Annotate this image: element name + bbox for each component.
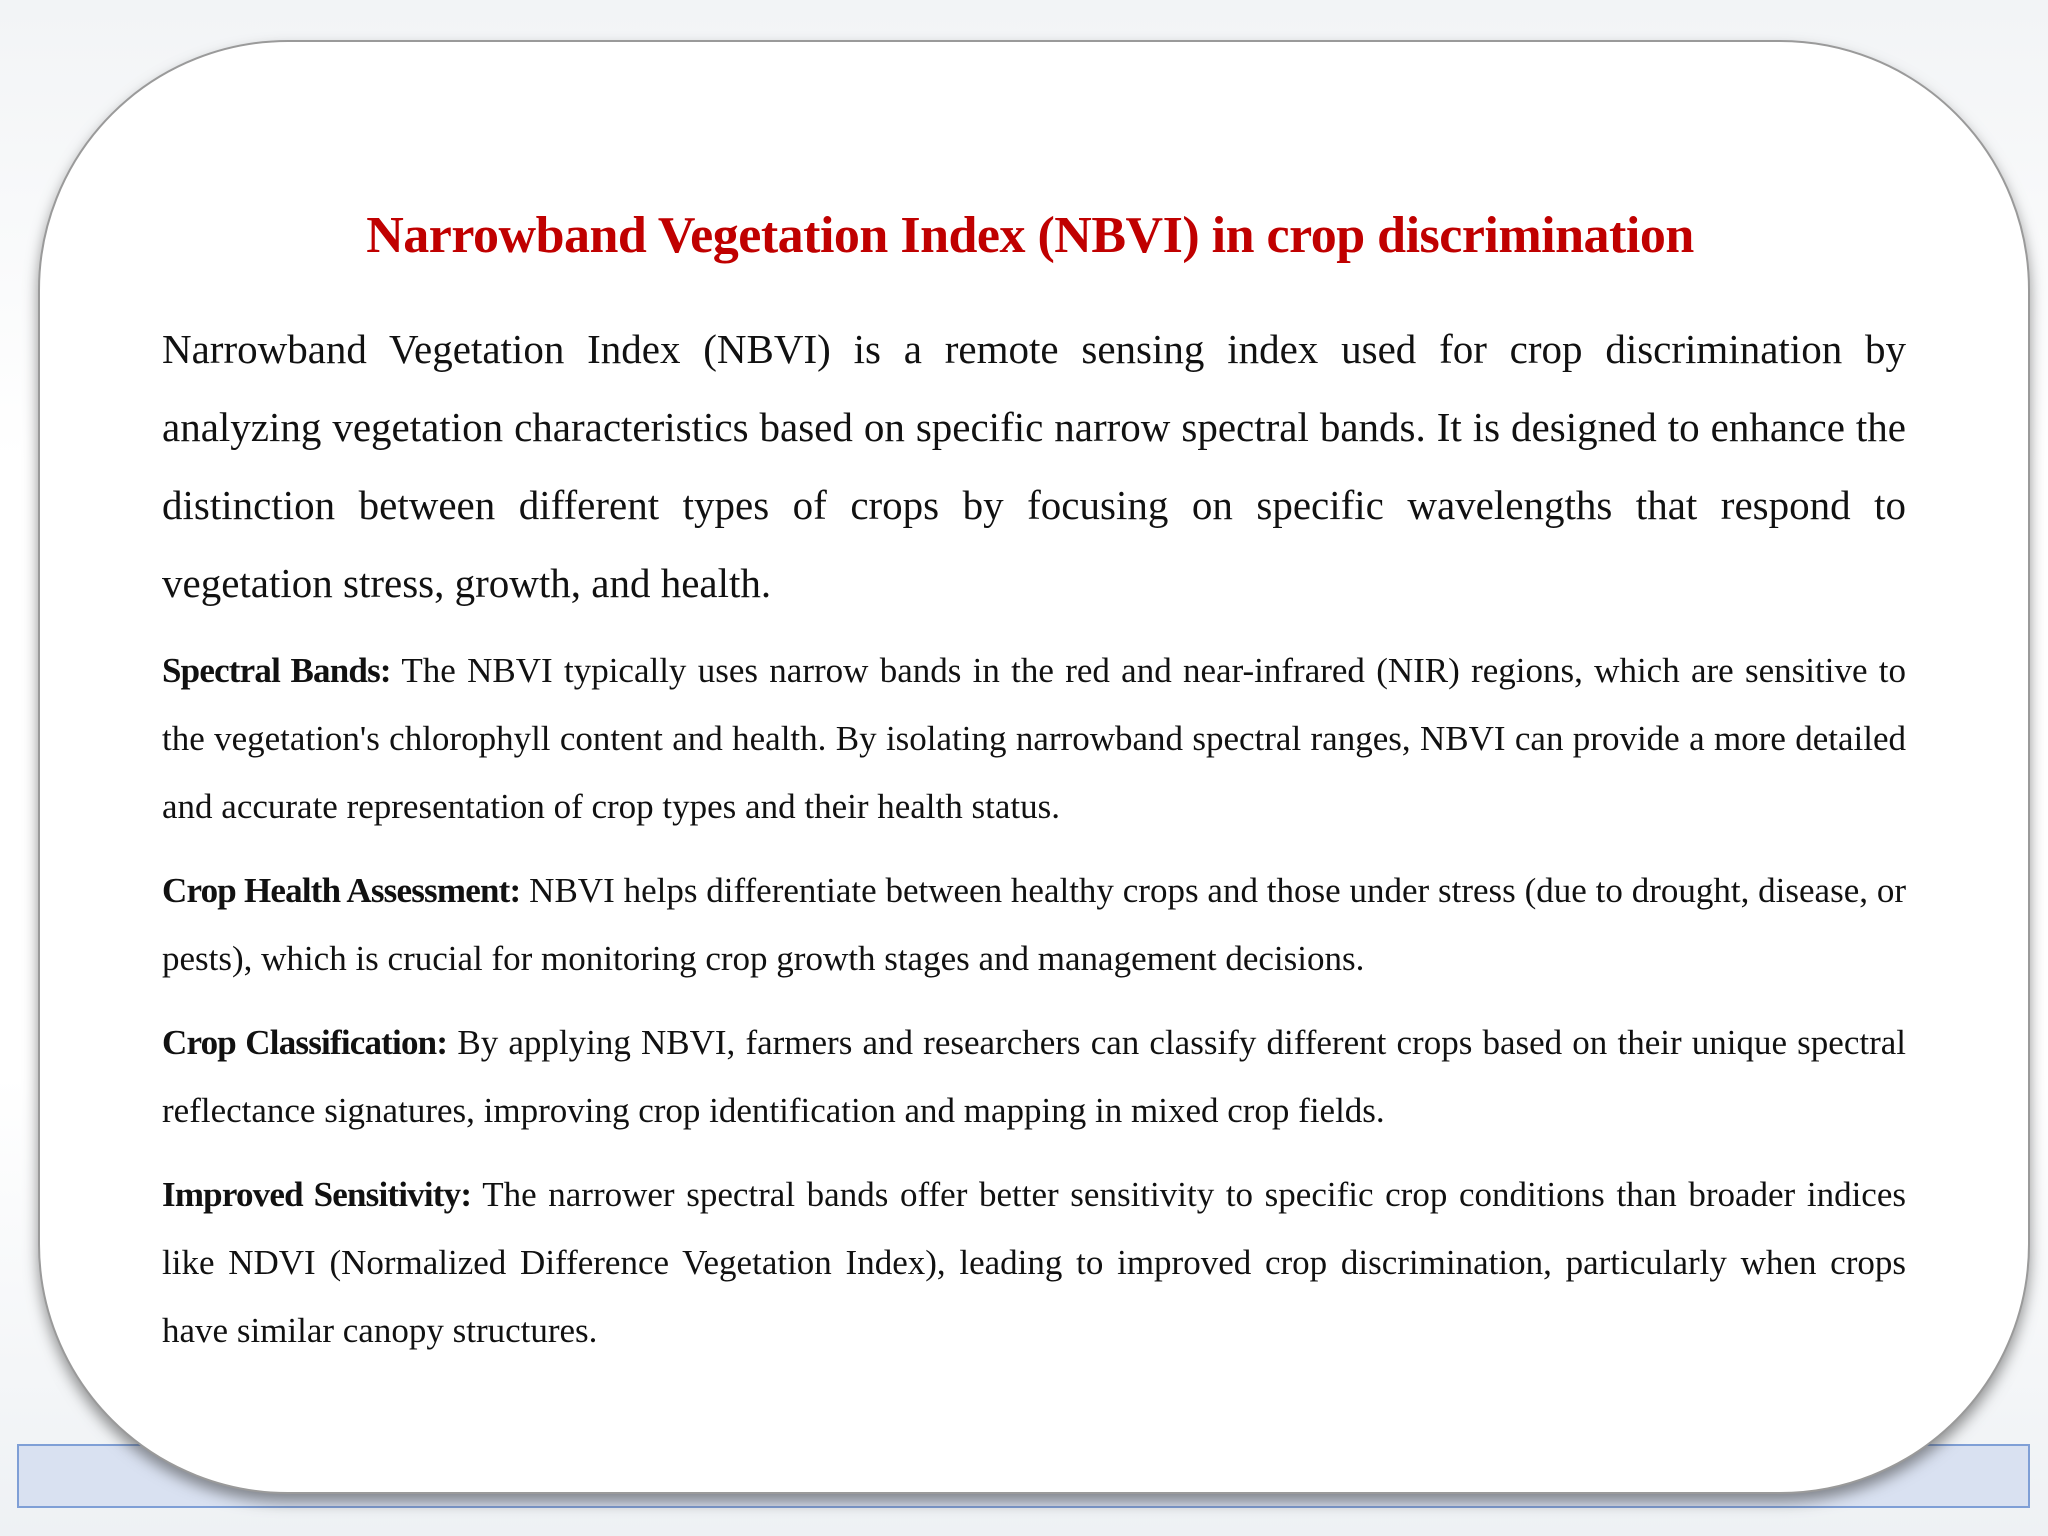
point-text: NBVI helps differentiate between healthy crops and those under stress (due to drought, disease, or pests), which is crucial for monitoring crop growth stages and management decisions. [162,871,1906,978]
point-term: Crop Health Assessment: [162,871,521,910]
point-term: Improved Sensitivity: [162,1175,472,1214]
point-crop-classification [162,1009,1906,1145]
point-term: Spectral Bands: [162,651,391,690]
intro-paragraph: Narrowband Vegetation Index (NBVI) is a remote sensing index used for crop discrimination by analyzing vegetation characteristics based on specific narrow spectral bands. It is designed to enhance the distinction between different types of crops by focusing on specific wavelengths that respond to vegetation stress, growth, and health. [162,326,1906,606]
slide-title: Narrowband Vegetation Index (NBVI) in crop discrimination [366,207,1694,264]
point-improved-sensitivity [162,1161,1906,1365]
point-crop-health-assessment [162,857,1906,993]
point-text: The NBVI typically uses narrow bands in the red and near-infrared (NIR) regions, which are sensitive to the vegetation's chlorophyll content and health. By isolating narrowband spectral ranges, NBVI can provide a more detailed and accurate representation of crop types and their health status. [162,651,1906,826]
point-text: The narrower spectral bands offer better sensitivity to specific crop conditions than broader indices like NDVI (Normalized Difference Vegetation Index), leading to improved crop discrimination, particularly when crops have similar canopy structures. [162,1175,1906,1350]
point-spectral-bands [162,637,1906,841]
point-text: By applying NBVI, farmers and researchers can classify different crops based on their unique spectral reflectance signatures, improving crop identification and mapping in mixed crop fields. [162,1023,1907,1130]
point-term: Crop Classification: [162,1023,448,1062]
